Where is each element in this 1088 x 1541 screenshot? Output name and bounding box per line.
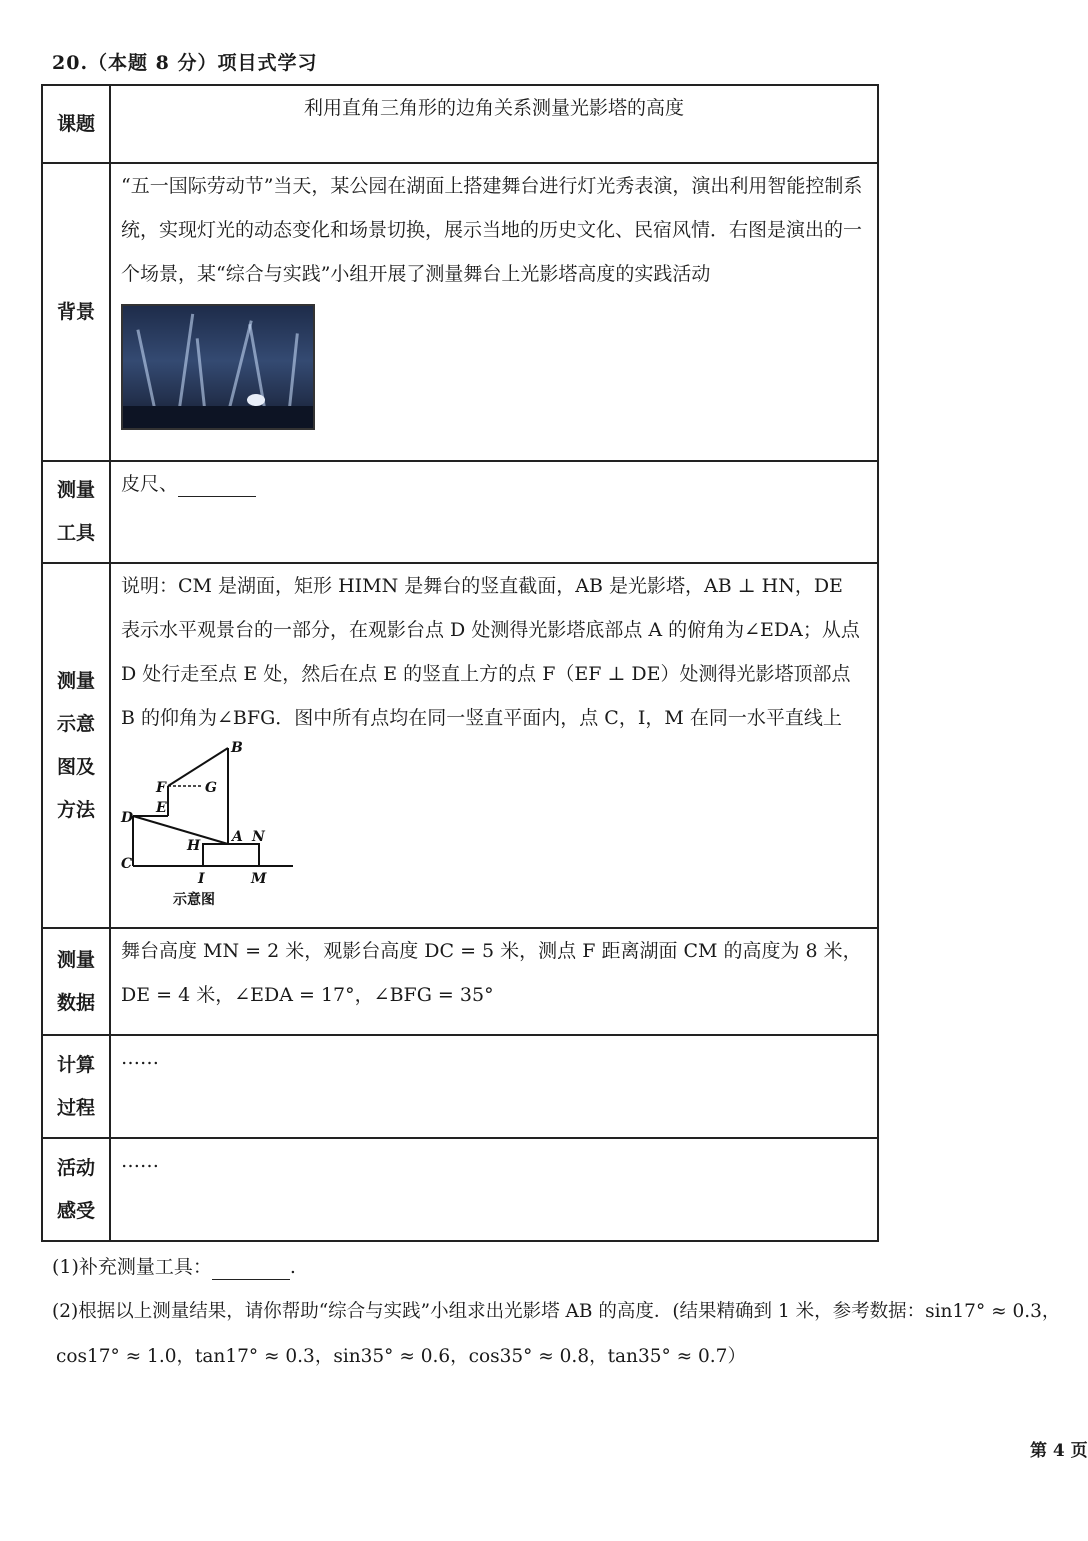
method-label <box>42 563 110 928</box>
table-row-calc <box>42 1035 878 1138</box>
topic-text: 利用直角三角形的边角关系测量光影塔的高度 <box>110 85 878 163</box>
method-text: 说明：CM 是湖面，矩形 HIMN 是舞台的竖直截面，AB 是光影塔，AB ⊥ HN，DE 表示水平观景台的一部分，在观影台点 D 处测得光影塔底部点 A 的俯角为∠EDA；从点 D 处行走至点 E 处，然后在点 E 的竖直上方的点 F（EF ⊥ DE）处测得光影塔顶部点 B 的仰角为∠BFG．图中所有点均在同一竖直平面内，点 C，I，M 在同一水平直线上 <box>121 575 860 729</box>
background-cell <box>110 163 878 461</box>
calc-label-text: 计算过程 <box>56 1053 95 1119</box>
label-B: B <box>231 740 243 756</box>
table-row-data <box>42 928 878 1035</box>
label-I: I <box>198 871 205 887</box>
table-row-tools <box>42 461 878 563</box>
data-label-text: 测量数据 <box>56 948 95 1014</box>
schematic-diagram <box>121 740 321 909</box>
table-row-feel <box>42 1138 878 1241</box>
data-text: 舞台高度 MN = 2 米，观影台高度 DC = 5 米，测点 F 距离湖面 CM 的高度为 8 米，DE = 4 米，∠EDA = 17°，∠BFG = 35° <box>110 928 878 1035</box>
tools-blank[interactable] <box>178 474 256 497</box>
feel-label-text: 活动感受 <box>56 1156 95 1222</box>
method-cell <box>110 563 878 928</box>
tools-cell <box>110 461 878 563</box>
diagram-caption: 示意图 <box>173 892 215 908</box>
label-E: E <box>156 800 167 816</box>
label-D: D <box>121 810 134 826</box>
q1-suffix: . <box>289 1256 296 1278</box>
calc-label <box>42 1035 110 1138</box>
project-table <box>41 84 879 1242</box>
table-row-method <box>42 563 878 928</box>
q1-blank[interactable] <box>212 1257 290 1280</box>
method-label-text: 测量示意图及方法 <box>56 669 95 821</box>
label-G: G <box>205 780 217 796</box>
sub-question-1 <box>52 1252 296 1280</box>
label-F: F <box>156 780 166 796</box>
background-label: 背景 <box>42 163 110 461</box>
feel-label <box>42 1138 110 1241</box>
sub-question-2-line-2: cos17° ≈ 1.0，tan17° ≈ 0.3，sin35° ≈ 0.6，cos35° ≈ 0.8，tan35° ≈ 0.7） <box>56 1346 746 1367</box>
q1-prefix: (1)补充测量工具： <box>52 1256 212 1278</box>
page-number: 第 4 页 <box>1030 1441 1088 1461</box>
label-N: N <box>252 829 265 845</box>
sub-question-2-line-1: (2)根据以上测量结果，请你帮助“综合与实践”小组求出光影塔 AB 的高度．(结果精确到 1 米，参考数据：sin17° ≈ 0.3， <box>52 1301 1061 1322</box>
calc-text: …… <box>110 1035 878 1138</box>
tools-label <box>42 461 110 563</box>
topic-label: 课题 <box>42 85 110 163</box>
label-H: H <box>187 838 201 854</box>
tools-text: 皮尺、 <box>121 473 179 495</box>
table-row-background <box>42 163 878 461</box>
label-A: A <box>232 829 243 845</box>
tools-label-text: 测量工具 <box>56 479 95 544</box>
light-show-photo <box>121 304 315 430</box>
data-label <box>42 928 110 1035</box>
question-header: 20.（本题 8 分）项目式学习 <box>52 52 318 74</box>
label-M: M <box>251 871 267 887</box>
feel-text: …… <box>110 1138 878 1241</box>
label-C: C <box>121 856 133 872</box>
background-text: “五一国际劳动节”当天，某公园在湖面上搭建舞台进行灯光秀表演，演出利用智能控制系统，实现灯光的动态变化和场景切换，展示当地的历史文化、民宿风情．右图是演出的一个场景，某“综合与实践”小组开展了测量舞台上光影塔高度的实践活动 <box>121 175 863 285</box>
table-row-topic <box>42 85 878 163</box>
